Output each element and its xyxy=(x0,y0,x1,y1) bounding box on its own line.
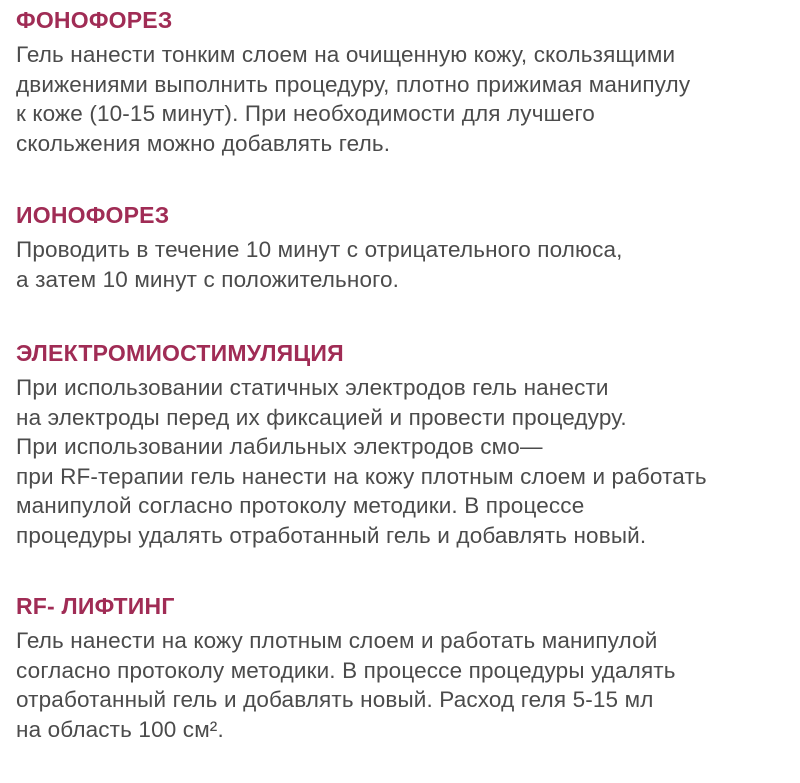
section-electromyostimulation xyxy=(16,339,796,551)
text-line: на область 100 см². xyxy=(16,716,224,742)
section-text-iontophoresis xyxy=(16,235,796,294)
text-line: на электроды перед их фиксацией и провести процедуру. xyxy=(16,404,627,430)
text-line: процедуры удалять отработанный гель и добавлять новый. xyxy=(16,522,647,548)
section-iontophoresis xyxy=(16,201,796,294)
text-line: согласно протоколу методики. В процессе процедуры удалять xyxy=(16,657,676,683)
text-line: скольжения можно добавлять гель. xyxy=(16,130,391,156)
text-line: к коже (10-15 минут). При необходимости для лучшего xyxy=(16,101,595,127)
text-line: Гель нанести тонким слоем на очищенную кожу, скользящими xyxy=(16,42,676,67)
text-line: движениями выполнить процедуру, плотно прижимая манипулу xyxy=(16,71,691,97)
text-line: отработанный гель и добавлять новый. Расход геля 5-15 мл xyxy=(16,687,654,713)
section-text-electromyostimulation xyxy=(16,373,796,551)
text-line: Проводить в течение 10 минут с отрицательного полюса, xyxy=(16,237,623,262)
section-title-electromyostimulation: ЭЛЕКТРОМИОСТИМУЛЯЦИЯ xyxy=(16,340,344,366)
text-line: а затем 10 минут с положительного. xyxy=(16,266,400,292)
section-phonophoresis xyxy=(16,6,796,158)
text-line: при RF-терапии гель нанести на кожу плотным слоем и работать xyxy=(16,463,707,489)
text-line: Гель нанести на кожу плотным слоем и работать манипулой xyxy=(16,628,658,653)
section-rf-lifting xyxy=(16,592,796,744)
section-title-rf-lifting: RF- ЛИФТИНГ xyxy=(16,593,175,619)
section-text-phonophoresis xyxy=(16,40,796,158)
section-title-iontophoresis: ИОНОФОРЕЗ xyxy=(16,202,170,228)
section-text-rf-lifting xyxy=(16,626,796,744)
section-title-phonophoresis: ФОНОФОРЕЗ xyxy=(16,7,173,33)
text-line: При использовании лабильных электродов смо— xyxy=(16,434,543,460)
text-line: манипулой согласно протоколу методики. В процессе xyxy=(16,493,585,519)
text-line: При использовании статичных электродов гель нанести xyxy=(16,375,609,400)
